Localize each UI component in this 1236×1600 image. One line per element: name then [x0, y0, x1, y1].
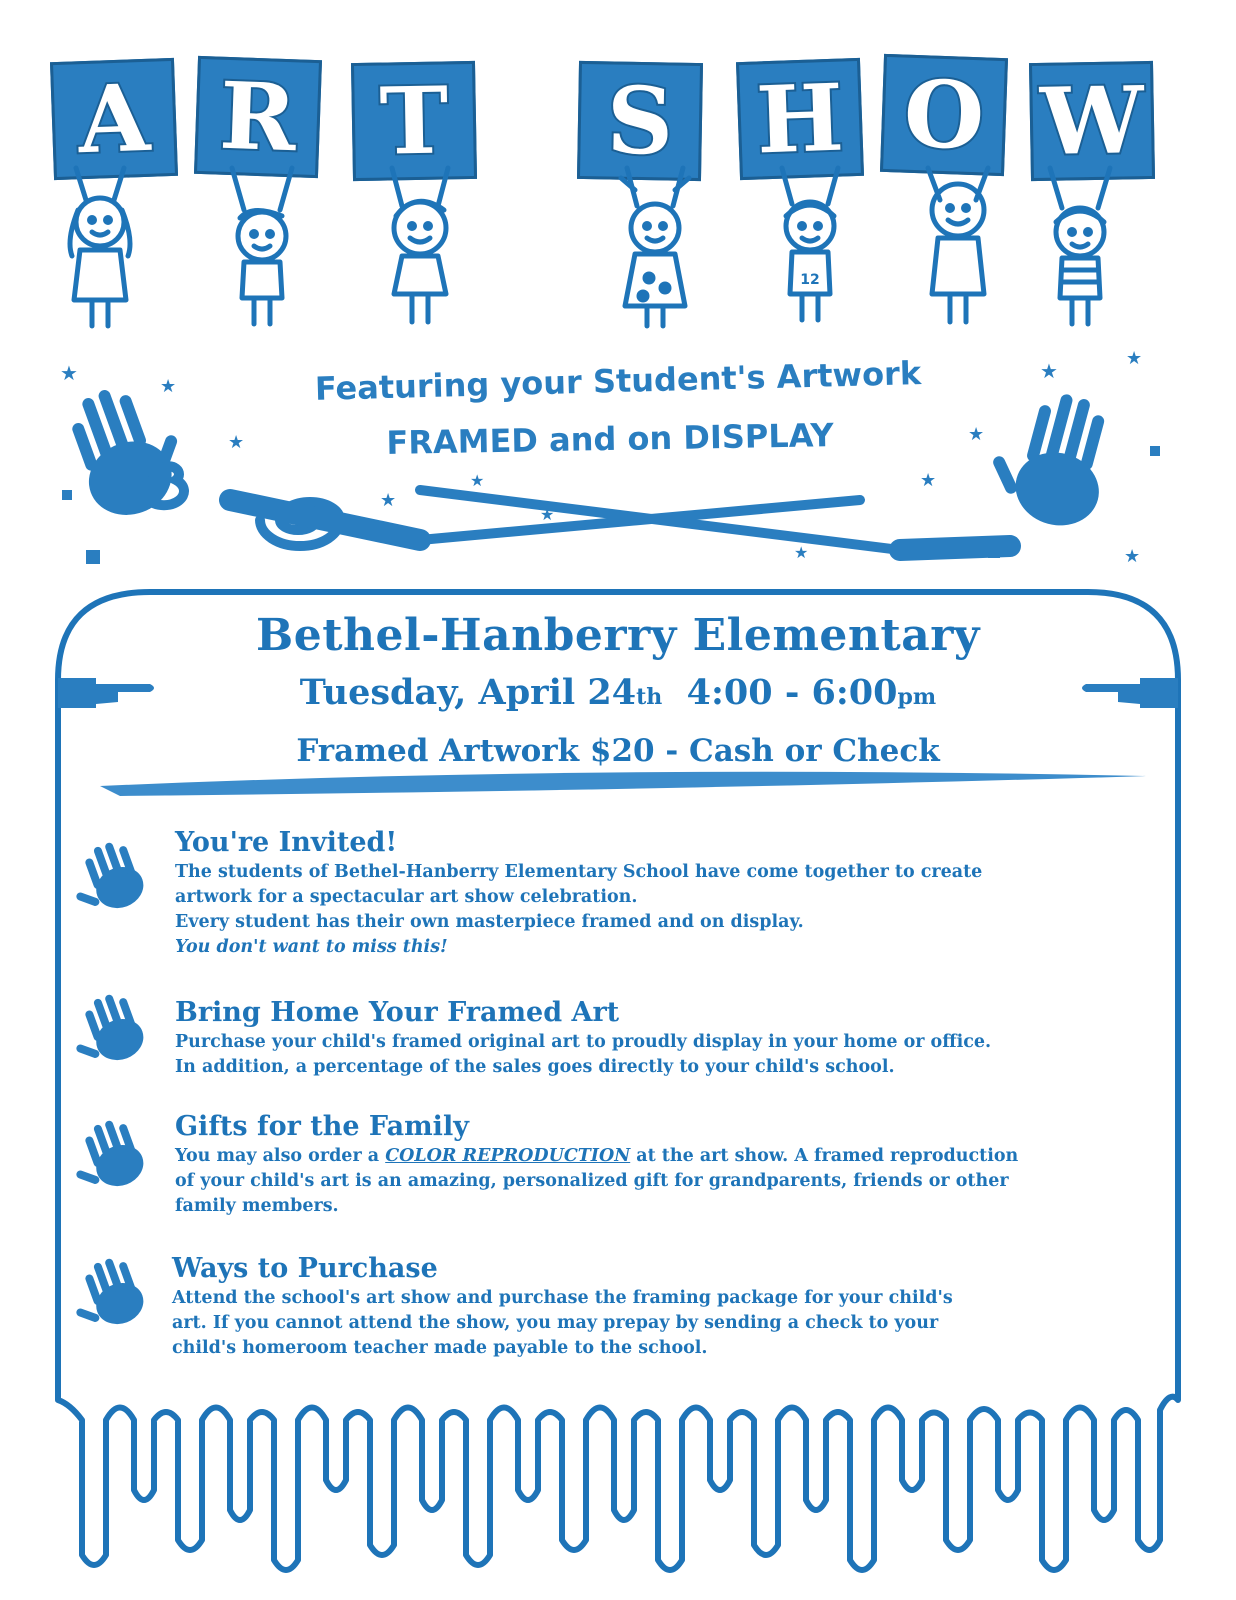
section-text: child's homeroom teacher made payable to the school. [172, 1337, 708, 1358]
section-text: art. If you cannot attend the show, you may prepay by sending a check to your [172, 1312, 939, 1333]
svg-text:★: ★ [1040, 359, 1058, 383]
section-text: Every student has their own masterpiece framed and on display. [175, 911, 804, 932]
color-reproduction-emphasis: COLOR REPRODUCTION [385, 1145, 631, 1166]
event-day: Tuesday, April 24 [299, 672, 637, 713]
section-text: family members. [175, 1195, 339, 1216]
section-text: In addition, a percentage of the sales goes directly to your child's school. [175, 1056, 895, 1077]
tagline-line-2: FRAMED and on DISPLAY [386, 416, 834, 462]
section-ways-to-purchase [172, 1254, 1162, 1361]
section-text: of your child's art is an amazing, personalized gift for grandparents, friends or other [175, 1170, 1009, 1191]
section-bring-home [175, 998, 1165, 1080]
event-date-time [0, 672, 1236, 713]
svg-text:★: ★ [160, 376, 177, 397]
section-gifts [175, 1112, 1175, 1219]
section-text: at the art show. A framed reproduction [630, 1145, 1019, 1166]
svg-text:★: ★ [60, 361, 78, 385]
svg-text:★: ★ [920, 470, 937, 491]
letter-tile-s: S [577, 61, 703, 181]
svg-text:★: ★ [228, 432, 245, 453]
section-text: Attend the school's art show and purchase the framing package for your child's [172, 1287, 953, 1308]
letter-tile-r: R [194, 56, 322, 178]
section-text-italic: You don't want to miss this! [175, 936, 448, 957]
price-info: Framed Artwork $20 - Cash or Check [296, 733, 940, 769]
section-text: You may also order a [175, 1145, 386, 1166]
letter-tile-t: T [351, 61, 477, 181]
handprint-icon [66, 990, 156, 1070]
svg-text:★: ★ [540, 505, 555, 524]
letter-tile-h: H [736, 58, 864, 180]
section-text: Purchase your child's framed original art to proudly display in your home or office. [175, 1031, 992, 1052]
svg-text:★: ★ [1126, 350, 1143, 369]
svg-text:★: ★ [470, 471, 485, 490]
handprint-icon [66, 1254, 156, 1334]
letter-tile-a: A [50, 58, 178, 180]
section-text: artwork for a spectacular art show celebration. [175, 886, 638, 907]
event-time: 4:00 - 6:00 [686, 672, 898, 713]
letter-tile-w: W [1029, 61, 1155, 181]
section-title: Ways to Purchase [172, 1253, 438, 1284]
letter-tile-o: O [880, 54, 1008, 176]
event-day-suffix: th [636, 684, 663, 710]
tagline-line-1: Featuring your Student's Artwork [314, 354, 922, 408]
svg-text:12: 12 [800, 272, 820, 288]
section-title: Gifts for the Family [175, 1111, 469, 1142]
svg-text:★: ★ [794, 543, 809, 562]
svg-text:★: ★ [1124, 546, 1141, 567]
section-title: Bring Home Your Framed Art [175, 997, 620, 1028]
handprint-icon [66, 1116, 156, 1196]
svg-text:★: ★ [968, 424, 985, 445]
svg-text:★: ★ [380, 490, 397, 511]
section-text: The students of Bethel-Hanberry Elementary School have come together to create [175, 861, 983, 882]
section-invited [175, 828, 1165, 960]
event-time-suffix: pm [897, 684, 937, 710]
school-name: Bethel-Hanberry Elementary [256, 610, 980, 661]
handprint-icon [66, 838, 156, 918]
section-title: You're Invited! [175, 827, 398, 858]
